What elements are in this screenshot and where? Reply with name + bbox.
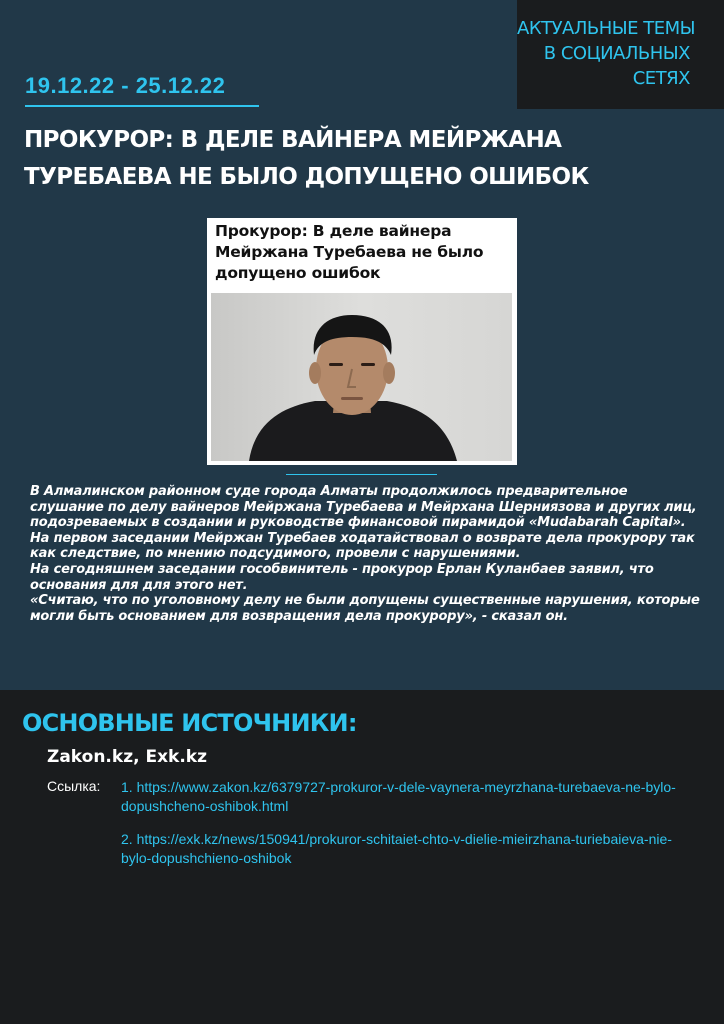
article-screenshot [207,218,517,465]
source-link[interactable]: 1. https://www.zakon.kz/6379727-prokuror-v-dele-vaynera-meyrzhana-turebaeva-ne-bylo-dopushcheno-oshibok.html [121,779,676,814]
article-body [30,484,700,624]
person-photo [211,293,512,461]
badge-line: В СОЦИАЛЬНЫХ [543,43,690,64]
article-card-title: Прокурор: В деле вайнера Мейржана Туребаева не было допущено ошибок [215,222,484,282]
headline: ПРОКУРОР: В ДЕЛЕ ВАЙНЕРА МЕЙРЖАНА ТУРЕБАЕВА НЕ БЫЛО ДОПУЩЕНО ОШИБОК [24,127,589,190]
date-range: 19.12.22 - 25.12.22 [25,73,226,98]
body-paragraph: На первом заседании Мейржан Туребаев ходатайствовал о возврате дела прокурору так как следствие, по мнению подсудимого, провели с нарушениями. [30,530,695,562]
body-paragraph: «Считаю, что по уголовному делу не были допущены существенные нарушения, которые могли быть основанием для возвращения дела прокурору», - сказал он. [30,593,700,624]
sources-names: Zakon.kz, Exk.kz [47,747,208,767]
badge-line: АКТУАЛЬНЫЕ ТЕМЫ [517,18,696,39]
topic-badge [517,0,724,109]
person-illustration [211,293,512,461]
badge-line: СЕТЯХ [632,68,690,89]
sources-heading: ОСНОВНЫЕ ИСТОЧНИКИ: [22,709,357,737]
source-link[interactable]: 2. https://exk.kz/news/150941/prokuror-schitaiet-chto-v-dielie-mieirzhana-turiebaieva-nie-bylo-dopushchieno-oshibok [121,831,672,866]
date-underline [25,105,259,107]
card-divider [286,474,437,475]
links-label: Ссылка: [47,778,101,794]
body-paragraph: На сегодняшнем заседании гособвинитель - прокурор Ерлан Куланбаев заявил, что основания для для этого нет. [30,561,654,593]
body-paragraph: В Алмалинском районном суде города Алматы продолжилось предварительное слушание по делу вайнеров Мейржана Туребаева и Мейрхана Шерниязова и других лиц, подозреваемых в создании и руководстве финансовой пирамидой «Mudabarah Capital». [30,484,697,531]
